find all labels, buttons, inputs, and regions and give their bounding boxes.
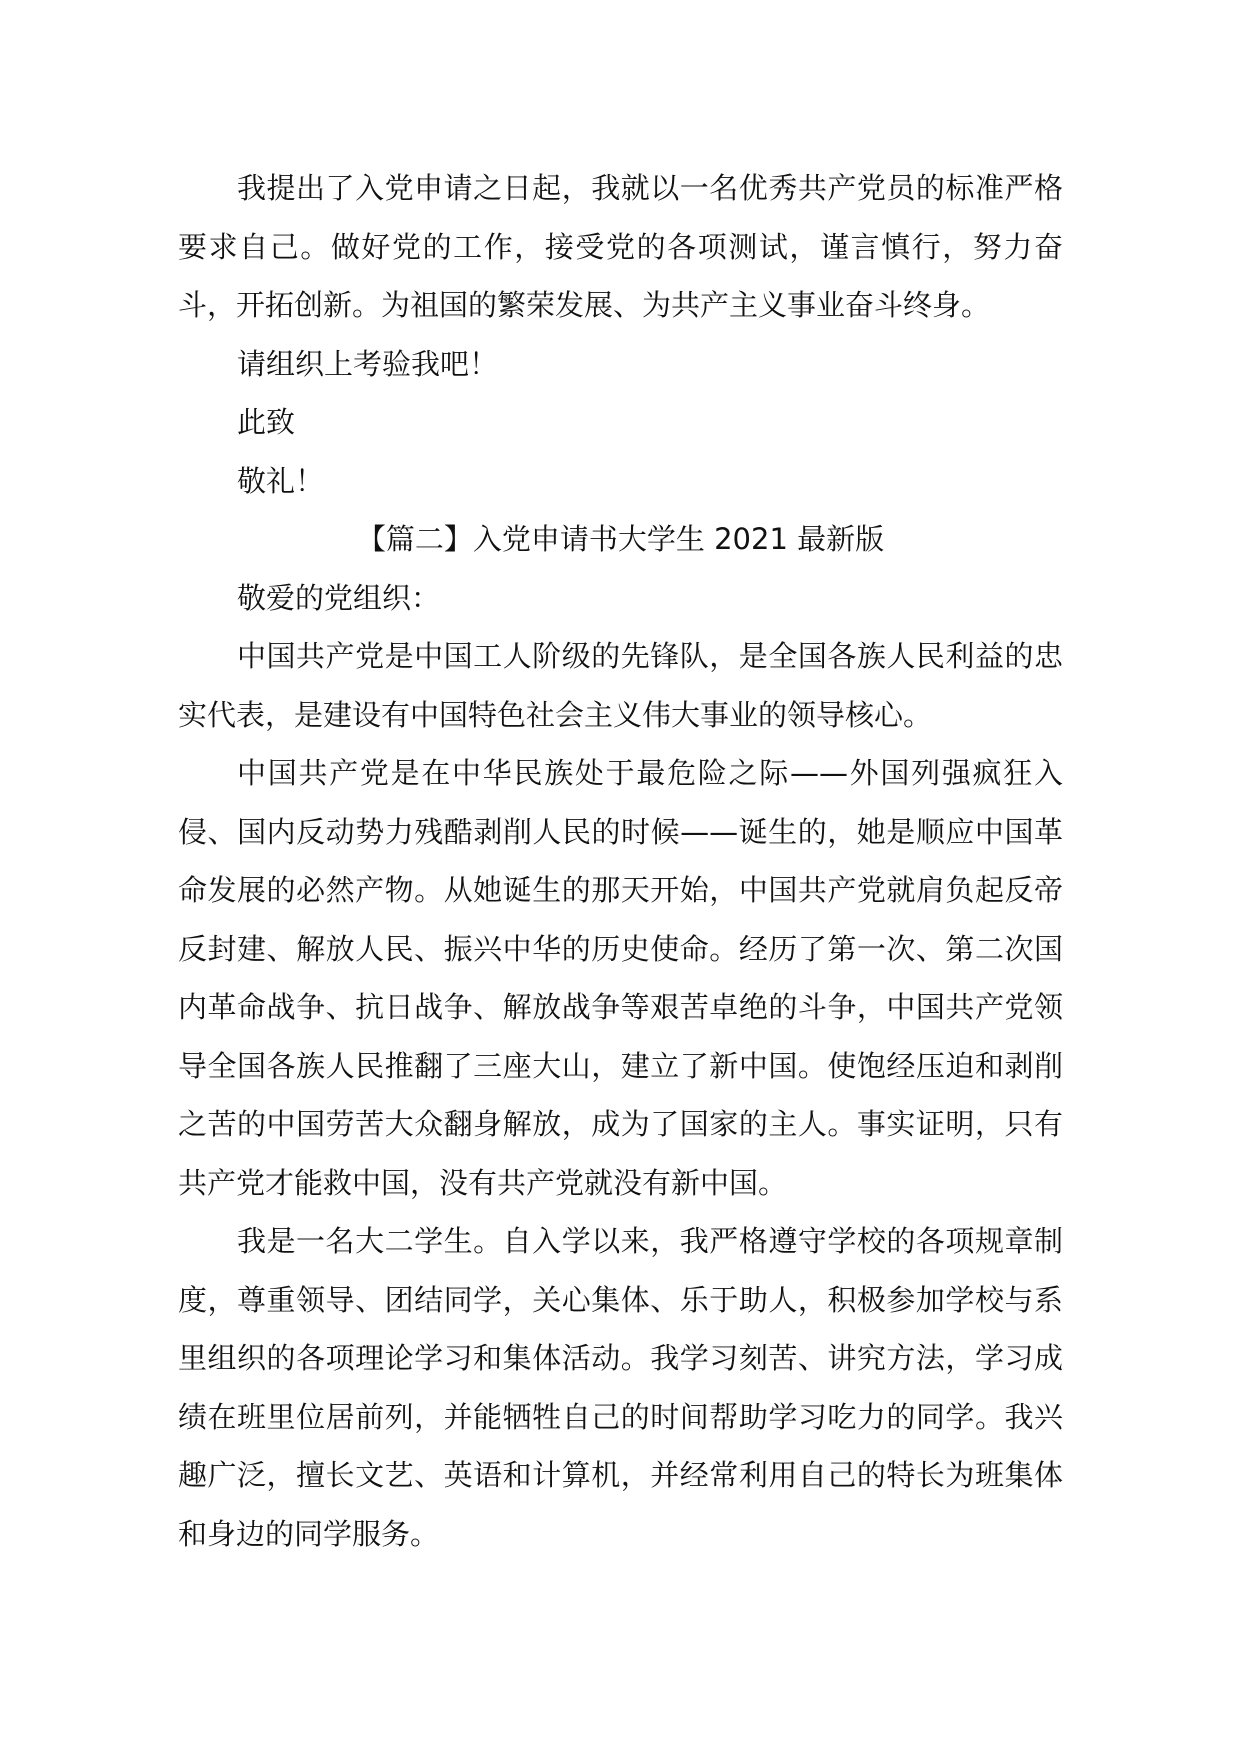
closing-salute: 敬礼！ [237, 463, 325, 498]
paragraph-party-history: 中国共产党是在中华民族处于最危险之际——外国列强疯狂入侵、国内反动势力残酷剥削人民的时候——诞生的，她是顺应中国革命发展的必然产物。从她诞生的那天开始，中国共产党就肩负起反帝反封建、解放人民、振兴中华的历史使命。经历了第一次、第二次国内革命战争、抗日战争、解放战争等艰苦卓绝的斗争，中国共产党领导全国各族人民推翻了三座大山，建立了新中国。使饱经压迫和剥削之苦的中国劳苦大众翻身解放，成为了国家的主人。事实证明，只有共产党才能救中国，没有共产党就没有新中国。 [178, 756, 1063, 1200]
closing-greeting: 此致 [237, 405, 296, 439]
paragraph-request: 请组织上考验我吧！ [237, 346, 499, 381]
paragraph-self-introduction: 我是一名大二学生。自入学以来，我严格遵守学校的各项规章制度，尊重领导、团结同学，关心集体、乐于助人，积极参加学校与系里组织的各项理论学习和集体活动。我学习刻苦、讲究方法，学习成绩在班里位居前列，并能牺牲自己的时间帮助学习吃力的同学。我兴趣广泛，擅长文艺、英语和计算机，并经常利用自己的特长为班集体和身边的同学服务。 [178, 1224, 1063, 1551]
paragraph-party-vanguard: 中国共产党是中国工人阶级的先锋队，是全国各族人民利益的忠实代表，是建设有中国特色社会主义伟大事业的领导核心。 [178, 639, 1063, 732]
salutation: 敬爱的党组织： [237, 580, 441, 615]
paragraph-commitment: 我提出了入党申请之日起，我就以一名优秀共产党员的标准严格要求自己。做好党的工作，接受党的各项测试，谨言慎行，努力奋斗，开拓创新。为祖国的繁荣发展、为共产主义事业奋斗终身。 [178, 171, 1063, 322]
section-title: 【篇二】入党申请书大学生 2021 最新版 [356, 522, 885, 556]
document-body [178, 159, 1063, 1563]
